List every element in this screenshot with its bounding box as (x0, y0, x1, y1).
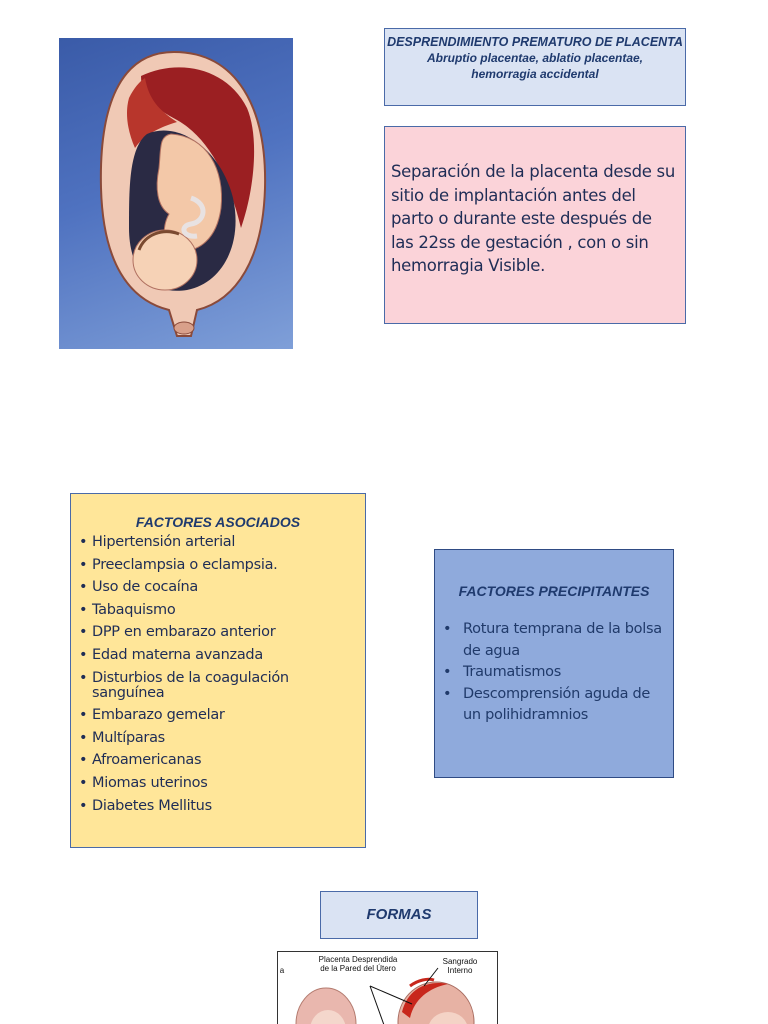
list-item: • Diabetes Mellitus (77, 799, 359, 814)
placental-abruption-diagram (277, 951, 498, 1024)
list-item: • Descomprensión aguda de un polihidramnios (441, 684, 667, 727)
list-item: • Edad materna avanzada (77, 648, 359, 663)
diagram-label-sangrado: Sangrado Interno (442, 957, 478, 975)
factores-precipitantes-heading: FACTORES PRECIPITANTES (458, 583, 650, 599)
list-item: • Afroamericanas (77, 753, 359, 768)
fetus-in-uterus-image (59, 38, 293, 349)
formas-heading-box (320, 891, 478, 939)
synonyms-line-2: hemorragia accidental (471, 67, 599, 81)
list-item: • Disturbios de la coagulación sanguínea (77, 671, 359, 701)
definition-text: Separación de la placenta desde su sitio de implantación antes del parto o durante este después de las 22ss de gestación , con o sin hemorragia Visible. (391, 162, 675, 275)
list-item: • Miomas uterinos (77, 776, 359, 791)
formas-label: FORMAS (366, 906, 432, 923)
definition-box (384, 126, 686, 324)
list-item: • Tabaquismo (77, 603, 359, 618)
title-box (384, 28, 686, 106)
diagram-partial-label: a (279, 966, 285, 975)
list-item: • Traumatismos (441, 662, 667, 684)
list-item: • Embarazo gemelar (77, 708, 359, 723)
list-item: • Uso de cocaína (77, 580, 359, 595)
page-title: DESPRENDIMIENTO PREMATURO DE PLACENTA (387, 35, 683, 49)
factores-asociados-list (77, 535, 359, 814)
list-item: • Preeclampsia o eclampsia. (77, 558, 359, 573)
synonyms-line-1: Abruptio placentae, ablatio placentae, (426, 51, 644, 65)
diagram-label-placenta: Placenta Desprendida de la Pared del Útero (318, 955, 398, 973)
factores-precipitantes-list (441, 619, 667, 727)
factores-precipitantes-box (434, 549, 674, 778)
list-item: • Rotura temprana de la bolsa de agua (441, 619, 667, 662)
factores-asociados-heading: FACTORES ASOCIADOS (135, 514, 301, 530)
list-item: • DPP en embarazo anterior (77, 625, 359, 640)
list-item: • Multíparas (77, 731, 359, 746)
factores-asociados-box (70, 493, 366, 848)
list-item: • Hipertensión arterial (77, 535, 359, 550)
